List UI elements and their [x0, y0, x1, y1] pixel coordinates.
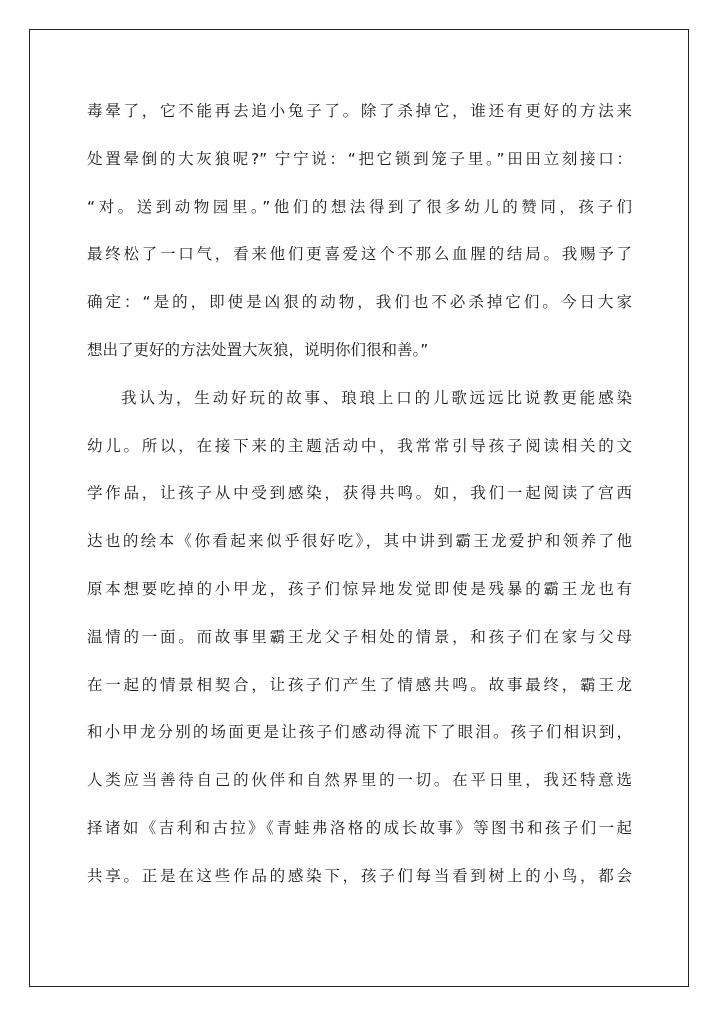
text-line-3: “对。送到动物园里。”他们的想法得到了很多幼儿的赞同，孩子们: [87, 197, 632, 216]
text-line-6: 想出了更好的方法处置大灰狼，说明你们很和善。”: [87, 340, 429, 359]
document-body: [87, 93, 632, 906]
text-line-8: 幼儿。所以，在接下来的主题活动中，我常常引导孩子阅读相关的文: [87, 436, 632, 455]
text-line-16: 择诸如《吉利和古拉》《青蛙弗洛格的成长故事》等图书和孩子们一起: [87, 818, 632, 837]
text-line-5: 确定：“是的，即使是凶狠的动物，我们也不必杀掉它们。今日大家: [87, 293, 632, 312]
paragraph-start-line: 我认为，生动好玩的故事、琅琅上口的儿歌远远比说教更能感染: [121, 388, 632, 407]
text-line-17: 共享。正是在这些作品的感染下，孩子们每当看到树上的小鸟，都会: [87, 866, 632, 885]
text-line-2: 处置晕倒的大灰狼呢?” 宁宁说：“把它锁到笼子里。”田田立刻接口：: [87, 149, 632, 168]
text-line-15: 人类应当善待自己的伙伴和自然界里的一切。在平日里，我还特意选: [87, 771, 632, 790]
text-line-11: 原本想要吃掉的小甲龙，孩子们惊异地发觉即使是残暴的霸王龙也有: [87, 579, 632, 598]
text-line-9: 学作品，让孩子从中受到感染，获得共鸣。如，我们一起阅读了宫西: [87, 484, 632, 503]
text-line-10: 达也的绘本《你看起来似乎很好吃》，其中讲到霸王龙爱护和领养了他: [87, 532, 632, 551]
text-line-12: 温情的一面。而故事里霸王龙父子相处的情景，和孩子们在家与父母: [87, 627, 632, 646]
text-line-4: 最终松了一口气，看来他们更喜爱这个不那么血腥的结局。我赐予了: [87, 245, 632, 264]
text-line-14: 和小甲龙分别的场面更是让孩子们感动得流下了眼泪。孩子们相识到，: [87, 723, 632, 742]
text-line-1: 毒晕了，它不能再去追小兔子了。除了杀掉它，谁还有更好的方法来: [87, 102, 632, 120]
text-line-13: 在一起的情景相契合，让孩子们产生了情感共鸣。故事最终，霸王龙: [87, 675, 632, 694]
